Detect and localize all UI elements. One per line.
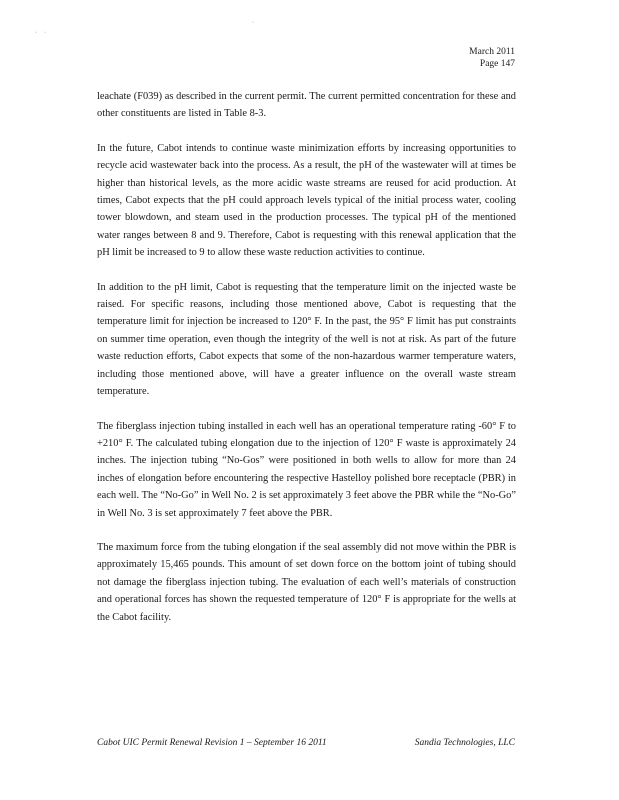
paragraph-1: leachate (F039) as described in the current permit. The current permitted concentration for these and other constituents are listed in Table 8-3. bbox=[97, 91, 516, 120]
page-header bbox=[469, 46, 515, 70]
stray-mark: · bbox=[35, 30, 37, 36]
page-footer bbox=[97, 738, 515, 748]
footer-company: Sandia Technologies, LLC bbox=[414, 738, 515, 748]
header-date: March 2011 bbox=[469, 47, 515, 57]
paragraph-4: The fiberglass injection tubing installed in each well has an operational temperature rating -60° F to +210° F. The calculated tubing elongation due to the injection of 120° F waste is approximately 24 inches. The injection tubing “No-Gos” were positioned in both wells to allow for more than 24 inches of elongation before encountering the respective Hastelloy polished bore receptacle (PBR) in each well. The “No-Go” in Well No. 2 is set approximately 3 feet above the PBR while the “No-Go” in Well No. 3 is set approximately 7 feet above the PBR. bbox=[97, 420, 516, 519]
header-page-number: Page 147 bbox=[479, 59, 515, 69]
stray-mark: · bbox=[252, 20, 254, 26]
body-text bbox=[97, 88, 516, 643]
stray-mark: · bbox=[44, 30, 46, 36]
footer-document-title: Cabot UIC Permit Renewal Revision 1 – September 16 2011 bbox=[97, 738, 327, 748]
paragraph-5: The maximum force from the tubing elongation if the seal assembly did not move within the PBR is approximately 15,465 pounds. This amount of set down force on the bottom joint of tubing should not damage the fiberglass injection tubing. The evaluation of each well’s materials of construction and operational forces has shown the requested temperature of 120° F is appropriate for the wells at the Cabot facility. bbox=[97, 541, 516, 623]
paragraph-3: In addition to the pH limit, Cabot is requesting that the temperature limit on the injected waste be raised. For specific reasons, including those mentioned above, Cabot is requesting that the temperature limit for injection be increased to 120° F. In the past, the 95° F limit has put constraints on summer time operation, even though the integrity of the well is not at risk. As part of the future waste reduction efforts, Cabot expects that some of the non-hazardous warmer temperature waters, including those mentioned above, will have a greater influence on the overall waste stream temperature. bbox=[97, 281, 516, 398]
paragraph-2: In the future, Cabot intends to continue waste minimization efforts by increasing opportunities to recycle acid wastewater back into the process. As a result, the pH of the wastewater will at times be higher than historical levels, as the more acidic waste streams are reused for acid production. At times, Cabot expects that the pH could approach levels typical of the initial process water, cooling tower blowdown, and steam used in the production processes. The typical pH of the mentioned water ranges between 8 and 9. Therefore, Cabot is requesting with this renewal application that the pH limit be increased to 9 to allow these waste reduction activities to continue. bbox=[97, 142, 516, 259]
